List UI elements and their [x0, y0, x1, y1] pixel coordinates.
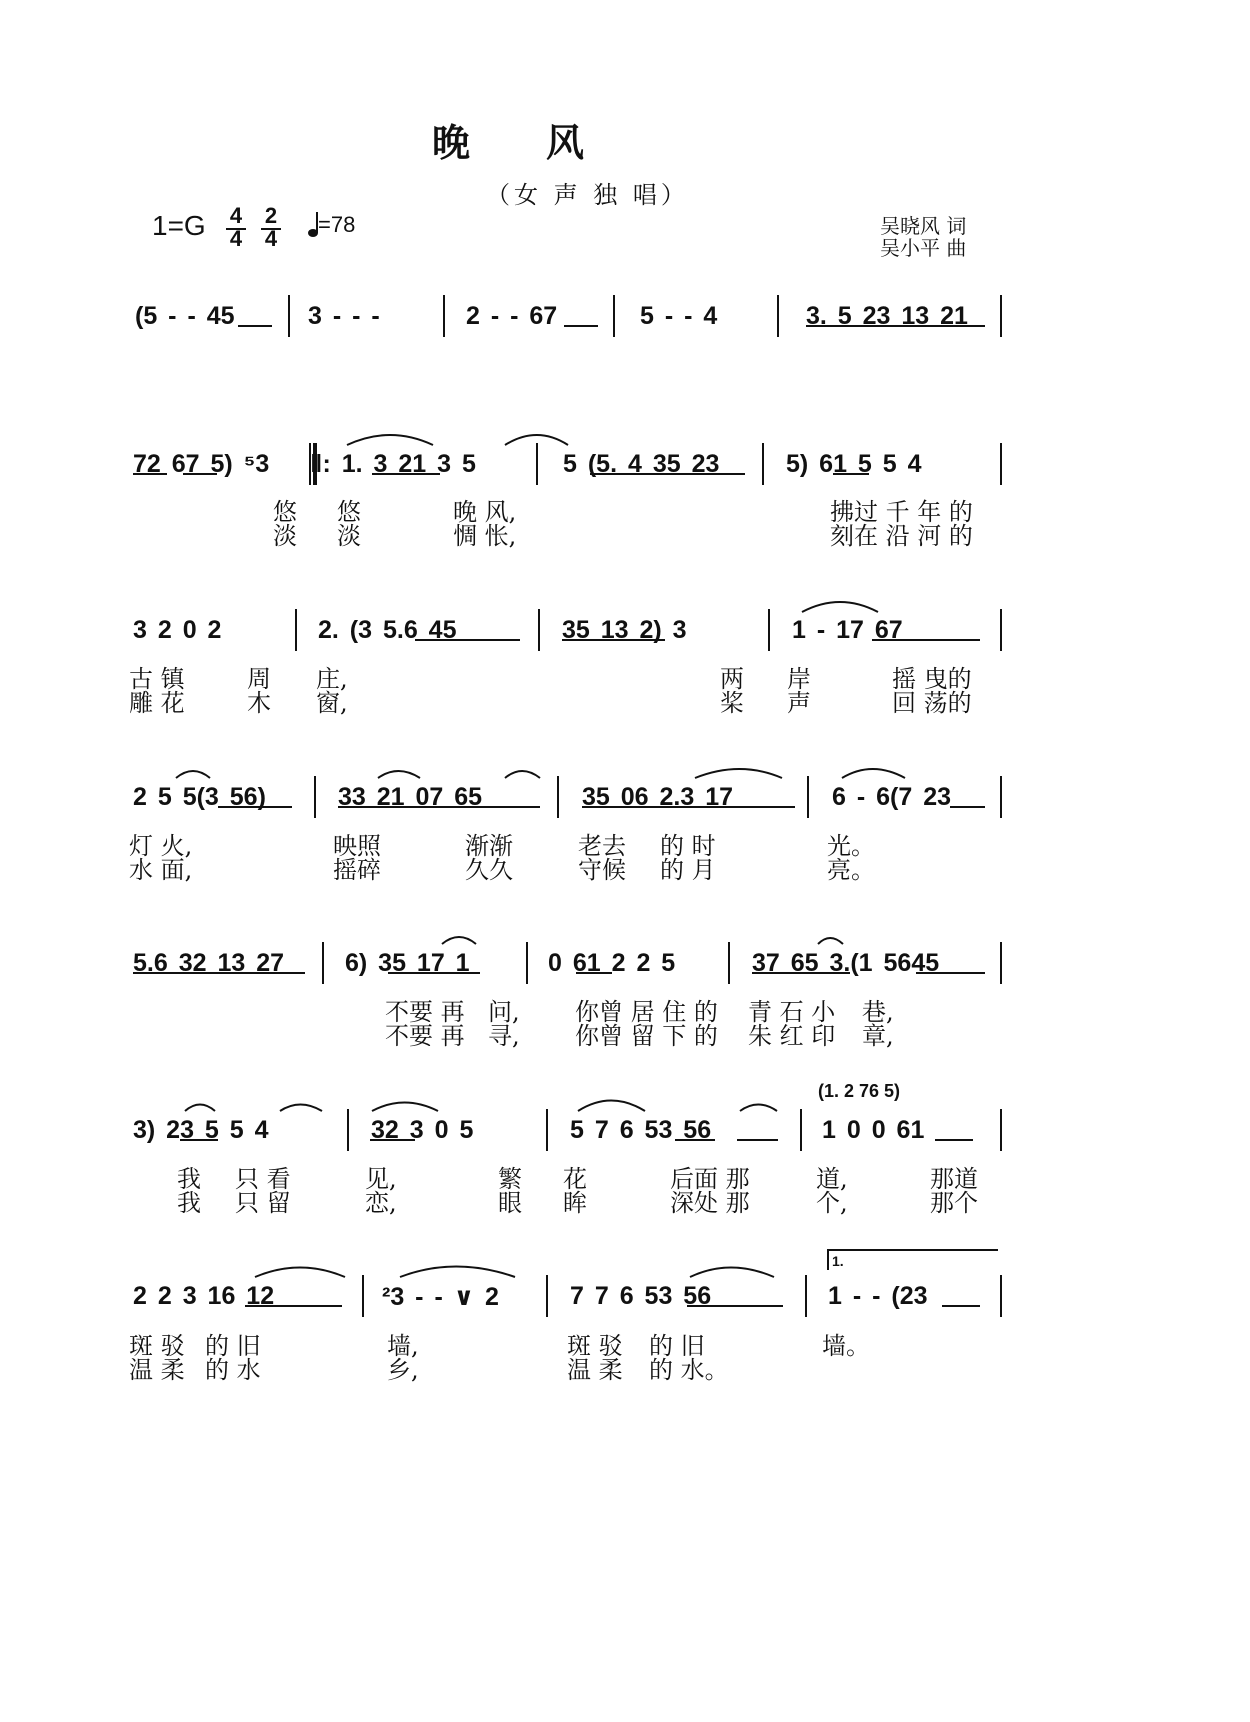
lyric-verse-2: 恋, [365, 1189, 397, 1217]
lyric-verse-1: 我 [177, 1165, 201, 1193]
lyric-verse-2: 的 水。 [649, 1356, 729, 1384]
measure: 5.6 32 13 27 [133, 949, 285, 977]
lyric-verse-2: 淡 [337, 522, 361, 550]
lyric-verse-2: 寻, [488, 1022, 520, 1050]
measure: 3. 5 23 13 21 [806, 302, 968, 330]
underlines [133, 326, 985, 1306]
measure: 7 7 6 53 56 [570, 1282, 712, 1310]
measure: (5 - - 45 [135, 302, 235, 330]
measure: 5 7 6 53 56 [570, 1116, 712, 1144]
lyric-verse-1: 繁 [498, 1165, 522, 1193]
slurs [176, 0, 1190, 1277]
lyric-verse-2: 我 [177, 1189, 201, 1217]
lyric-verse-1: 两 [720, 665, 744, 693]
lyric-verse-1: 道, [816, 1165, 848, 1193]
lyric-verse-2: 眼 [498, 1189, 522, 1217]
lyric-verse-2: 眸 [563, 1189, 587, 1217]
lyric-verse-1: 巷, [862, 998, 894, 1026]
measure: 5 - - 4 [640, 302, 718, 330]
lyric-verse-1: 不要 再 [385, 998, 465, 1026]
lyric-verse-1: 斑 驳 [129, 1332, 185, 1360]
lyric-verse-1: 墙。 [822, 1332, 870, 1360]
lyric-verse-1: 见, [365, 1165, 397, 1193]
lyric-verse-2: 温 柔 [567, 1356, 623, 1384]
lyric-verse-1: 你曾 居 住 的 [575, 998, 718, 1026]
lyric-verse-2: 不要 再 [385, 1022, 465, 1050]
lyric-verse-2: 声 [787, 689, 811, 717]
lyric-verse-2: 水 面, [129, 856, 193, 884]
lyric-verse-1: 老去 [578, 832, 626, 860]
tempo-value: =78 [318, 212, 356, 237]
measure: 2 2 3 16 12 [133, 1282, 275, 1310]
measure: 1 - 17 67 [792, 616, 903, 644]
measure: 5) 61 5 5 4 [786, 450, 922, 478]
lyric-verse-1: 映照 [333, 832, 381, 860]
measure: ²3 - - ∨ 2 [382, 1283, 499, 1311]
measure: 37 65 3.(1 5645 [752, 949, 940, 977]
lyric-verse-1: 问, [488, 998, 520, 1026]
measure: 0 61 2 2 5 [548, 949, 676, 977]
lyric-verse-1: 灯 火, [129, 832, 193, 860]
lyric-verse-1: 的 时 [660, 832, 716, 860]
lyric-verse-2: 的 月 [660, 856, 716, 884]
lyric-verse-1: 岸 [787, 665, 811, 693]
lyric-verse-1: 花 [563, 1165, 587, 1193]
measure: 2. (3 5.6 45 [318, 616, 457, 644]
lyric-verse-1: 后面 那 [670, 1165, 750, 1193]
measure: 1 0 0 61 [822, 1116, 925, 1144]
lyric-verse-1: 悠 [273, 498, 297, 526]
measure: 6 - 6(7 23 [832, 783, 952, 811]
lyric-verse-2: 惆 怅, [453, 522, 517, 550]
lyric-verse-1: 拂过 千 年 的 [830, 498, 973, 526]
measure: 35 06 2.3 17 [582, 783, 734, 811]
lyric-verse-2: 深处 那 [670, 1189, 750, 1217]
lyric-verse-1: 光。 [827, 832, 875, 860]
ossia-passage: (1. 2 76 5) [818, 1081, 901, 1101]
lyric-verse-2: 窗, [316, 689, 348, 717]
volta-ending-label: 1. [832, 1253, 844, 1269]
lyric-verse-1: 渐渐 [465, 832, 513, 860]
measure: 5 (5. 4 35 23 [563, 450, 720, 478]
measure: 1 - - (23 [828, 1282, 928, 1310]
lyric-verse-1: 摇 曳的 [892, 665, 972, 693]
measure: 2 - - 67 [466, 302, 558, 330]
lyric-verse-2: 回 荡的 [892, 689, 972, 717]
lyric-verse-2: 乡, [387, 1356, 419, 1384]
measure: 3 - - - [308, 302, 380, 330]
lyric-verse-2: 亮。 [827, 856, 875, 884]
lyric-verse-2: 刻在 沿 河 的 [830, 522, 973, 550]
lyric-verse-2: 温 柔 [129, 1356, 185, 1384]
lyric-verse-1: 庄, [316, 665, 348, 693]
lyric-verse-1: 青 石 小 [748, 998, 836, 1026]
lyric-verse-2: 那个 [930, 1189, 978, 1217]
lyric-verse-1: 周 [247, 665, 271, 693]
song-title: 晚 风 [432, 120, 585, 165]
repeat-sign [310, 443, 315, 485]
lyric-verse-1: 只 看 [235, 1165, 291, 1193]
key-signature: 1=G [152, 210, 206, 241]
measure: 6) 35 17 1 [345, 949, 470, 977]
lyric-verse-2: 只 留 [235, 1189, 291, 1217]
volta-bracket [828, 1250, 998, 1270]
measure: 35 13 2) 3 [562, 616, 687, 644]
lyric-verse-2: 摇碎 [333, 856, 381, 884]
lyric-verse-2: 桨 [720, 689, 744, 717]
measure: 72 67 5) ⁵3 [133, 450, 270, 478]
lyric-verse-2: 淡 [273, 522, 297, 550]
lyric-verse-1: 悠 [337, 498, 361, 526]
lyric-verse-1: 的 旧 [649, 1332, 705, 1360]
lyric-verse-2: 雕 花 [129, 689, 185, 717]
lyric-verse-2: 章, [862, 1022, 894, 1050]
measure: 33 21 07 65 [338, 783, 483, 811]
lyric-verse-1: 的 旧 [205, 1332, 261, 1360]
lyric-verse-2: 朱 红 印 [748, 1022, 836, 1050]
measure: 2 5 5(3 56) [133, 783, 266, 811]
lyric-verse-1: 那道 [930, 1165, 978, 1193]
lyric-verse-2: 你曾 留 下 的 [575, 1022, 718, 1050]
lyricist-credit: 吴晓风 词 [880, 214, 967, 238]
lyric-verse-2: 个, [816, 1189, 848, 1217]
measure: 3 2 0 2 [133, 616, 222, 644]
composer-credit: 吴小平 曲 [880, 236, 967, 260]
lyric-verse-1: 墙, [387, 1332, 419, 1360]
lyric-verse-1: 晚 风, [453, 498, 517, 526]
measure: ‖: 1. 3 21 3 5 [310, 450, 476, 478]
lyric-verse-2: 守候 [578, 856, 626, 884]
lyric-verse-1: 古 镇 [129, 665, 185, 693]
lyric-verse-2: 久久 [465, 856, 513, 884]
lyric-verse-2: 木 [247, 689, 271, 717]
lyric-verse-2: 的 水 [205, 1356, 261, 1384]
lyric-verse-1: 斑 驳 [567, 1332, 623, 1360]
measure: 3) 23 5 5 4 [133, 1116, 269, 1144]
song-subtitle: （女 声 独 唱） [486, 181, 689, 209]
measure: 32 3 0 5 [371, 1116, 474, 1144]
